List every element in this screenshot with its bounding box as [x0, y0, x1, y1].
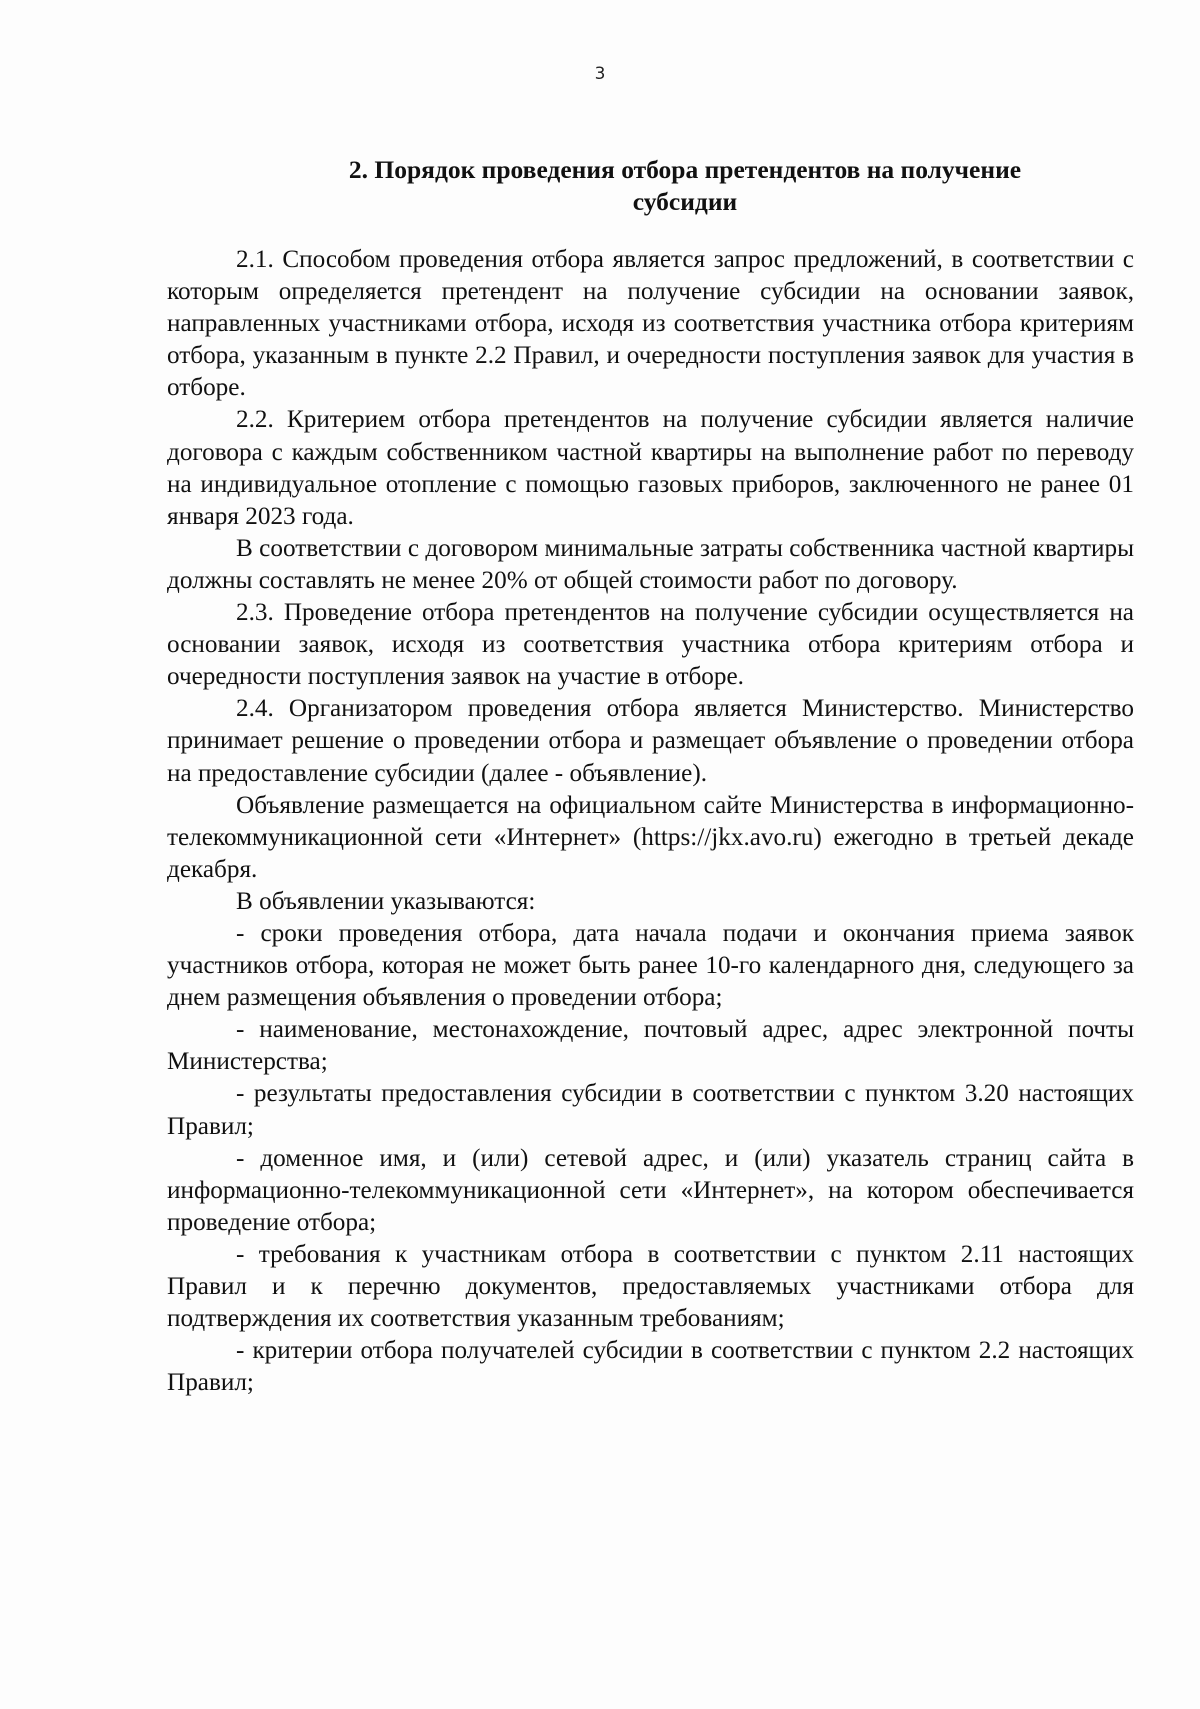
document-body: [167, 244, 1134, 1399]
list-item-requirements: - требования к участникам отбора в соответствии с пунктом 2.11 настоящих Правил и к перечню документов, предоставляемых участниками отбора для подтверждения их соответствия указанным требованиям;: [167, 1240, 1134, 1333]
list-item-ministry-contacts: - наименование, местонахождение, почтовый адрес, адрес электронной почты Министерства;: [167, 1016, 1134, 1076]
paragraph-2-1: 2.1. Способом проведения отбора является запрос предложений, в соответствии с которым определяется претендент на получение субсидии на основании заявок, направленных участниками отбора, исходя из соответствия участника отбора критериям отбора, указанным в пункте 2.2 Правил, и очередности поступления заявок для участия в отборе.: [167, 246, 1134, 402]
page-number: 3: [594, 64, 606, 84]
paragraph-2-3: 2.3. Проведение отбора претендентов на получение субсидии осуществляется на основании заявок, исходя из соответствия участника отбора критериям отбора и очередности поступления заявок на участие в отборе.: [167, 599, 1134, 691]
list-item-criteria: - критерии отбора получателей субсидии в соответствии с пунктом 2.2 настоящих Правил;: [167, 1337, 1134, 1397]
list-item-domain: - доменное имя, и (или) сетевой адрес, и (или) указатель страниц сайта в информационно-телекоммуникационной сети «Интернет», на котором обеспечивается проведение отбора;: [167, 1144, 1134, 1236]
paragraph-2-4: 2.4. Организатором проведения отбора является Министерство. Министерство принимает решение о проведении отбора и размещает объявление о проведении отбора на предоставление субсидии (далее - объявление).: [167, 695, 1134, 787]
list-item-deadlines: - сроки проведения отбора, дата начала подачи и окончания приема заявок участников отбора, которая не может быть ранее 10-го календарного дня, следующего за днем размещения объявления о проведении отбора;: [167, 919, 1134, 1012]
paragraph-announcement-site: Объявление размещается на официальном сайте Министерства в информационно-телекоммуникационной сети «Интернет» (https://jkx.avo.ru) ежегодно в третьей декаде декабря.: [167, 791, 1134, 883]
paragraph-2-2: 2.2. Критерием отбора претендентов на получение субсидии является наличие договора с каждым собственником частной квартиры на выполнение работ по переводу на индивидуальное отопление с помощью газовых приборов, заключенного не ранее 01 января 2023 года.: [167, 406, 1134, 530]
paragraph-contract-costs: В соответствии с договором минимальные затраты собственника частной квартиры должны составлять не менее 20% от общей стоимости работ по договору.: [167, 534, 1134, 594]
list-item-results: - результаты предоставления субсидии в соответствии с пунктом 3.20 настоящих Правил;: [167, 1080, 1134, 1140]
section-title: 2. Порядок проведения отбора претендентов на получение субсидии: [348, 155, 1022, 216]
paragraph-announcement-contents: В объявлении указываются:: [236, 887, 536, 915]
